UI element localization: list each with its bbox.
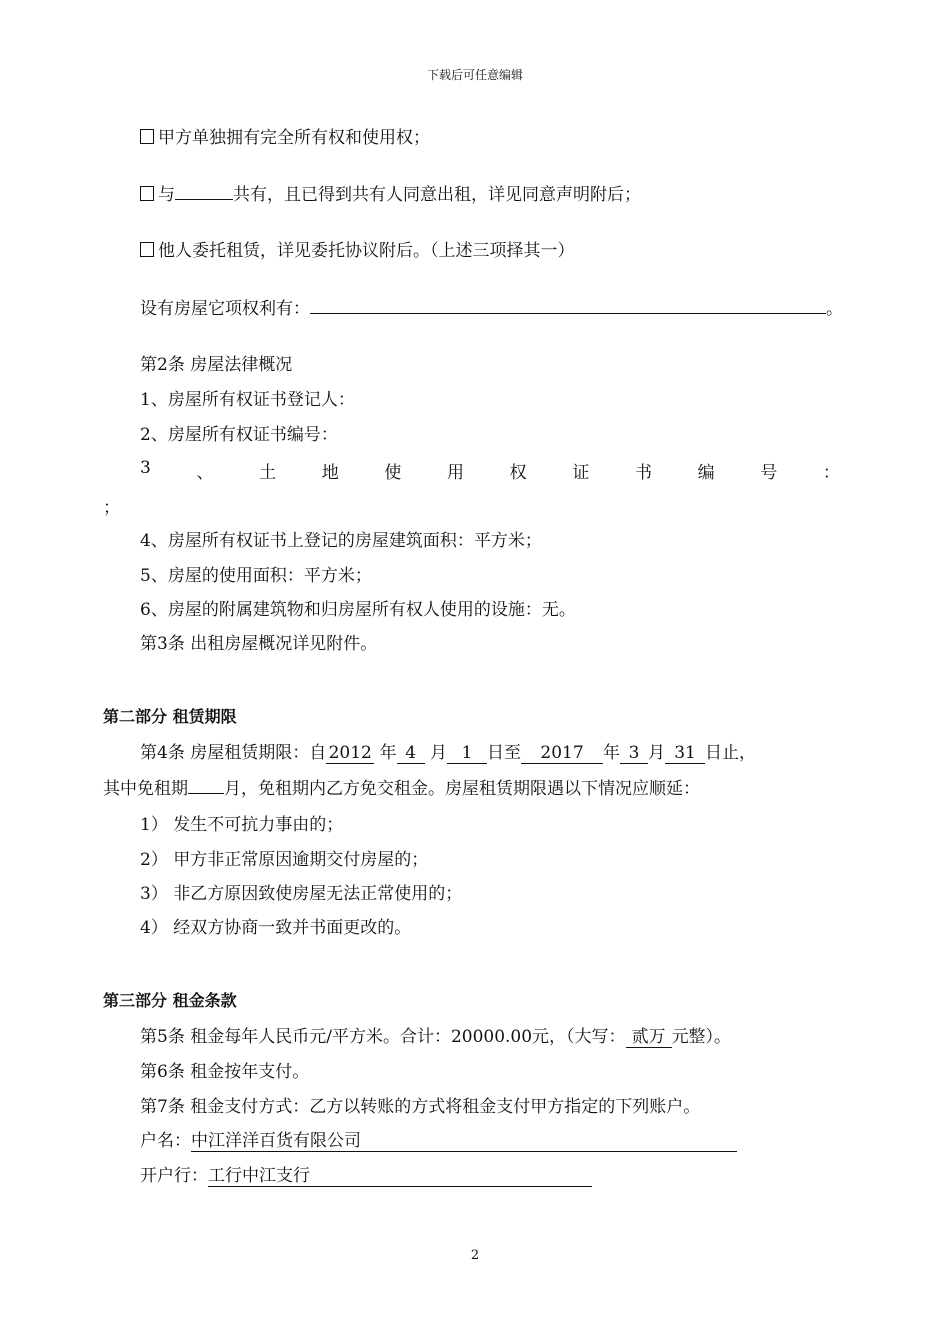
article-5: 第5条 租金每年人民币元/平方米。合计：20000.00元，（大写： 贰万 元整）。	[140, 1027, 732, 1047]
article-7: 第7条 租金支付方式：乙方以转账的方式将租金支付甲方指定的下列账户。	[140, 1097, 701, 1117]
article-2-item-4: 4、房屋所有权证书上登记的房屋建筑面积：平方米；	[140, 531, 542, 551]
article-4-line-1: 第4条 房屋租赁期限：自 2012 年 4 月 1 日至 2017 年 3 月 31 日止，	[140, 743, 757, 763]
other-rights-line: 设有房屋它项权利有： 。	[140, 299, 843, 319]
bank-name-value: 工行中江支行	[208, 1166, 592, 1187]
account-name-line: 户名：中江洋洋百货有限公司	[140, 1130, 737, 1152]
checkbox-icon	[140, 242, 154, 257]
ownership-option-2: 与 共有，且已得到共有人同意出租，详见同意声明附后；	[140, 184, 641, 206]
article-2-item-3: 3 、 土 地 使 用 权 证 书 编 号 ：	[140, 458, 840, 483]
article-2-item-6: 6、房屋的附属建筑物和归房屋所有权人使用的设施：无。	[140, 600, 576, 620]
page-header: 下载后可任意编辑	[426, 68, 523, 82]
article-4-line-2: 其中免租期 月，免租期内乙方免交租金。房屋租赁期限遇以下情况应顺延：	[103, 779, 700, 799]
article-2-item-2: 2、房屋所有权证书编号：	[140, 425, 338, 445]
article-2-item-5: 5、房屋的使用面积：平方米；	[140, 566, 372, 586]
start-year: 2012	[326, 743, 374, 764]
ownership-option-3: 他人委托租赁，详见委托协议附后。（上述三项择其一）	[140, 240, 575, 262]
end-year: 2017	[521, 743, 603, 764]
start-month: 4	[397, 743, 425, 764]
article-2-item-1: 1、房屋所有权证书登记人：	[140, 390, 355, 410]
part-3-heading: 第三部分 租金条款	[103, 991, 237, 1010]
co-owner-blank	[175, 199, 233, 200]
rent-free-blank	[188, 793, 224, 794]
end-month: 3	[620, 743, 648, 764]
end-day: 31	[665, 743, 705, 764]
article-6: 第6条 租金按年支付。	[140, 1062, 310, 1082]
bank-line: 开户行：工行中江支行	[140, 1165, 592, 1187]
rent-amount-in-words: 贰万	[626, 1027, 672, 1048]
account-name-value: 中江洋洋百货有限公司	[191, 1131, 737, 1152]
page-number: 2	[470, 1248, 480, 1263]
part-2-heading: 第二部分 租赁期限	[103, 707, 237, 726]
article-2-item-3-end: ；	[103, 498, 120, 518]
extension-item-4: 4） 经双方协商一致并书面更改的。	[140, 918, 412, 938]
article-2-title: 第2条 房屋法律概况	[140, 355, 293, 375]
checkbox-icon	[140, 186, 154, 201]
article-3: 第3条 出租房屋概况详见附件。	[140, 634, 378, 654]
other-rights-blank	[310, 313, 826, 314]
checkbox-icon	[140, 129, 154, 144]
start-day: 1	[447, 743, 487, 764]
extension-item-1: 1） 发生不可抗力事由的；	[140, 815, 344, 835]
extension-item-3: 3） 非乙方原因致使房屋无法正常使用的；	[140, 884, 463, 904]
ownership-option-1: 甲方单独拥有完全所有权和使用权；	[140, 127, 430, 149]
extension-item-2: 2） 甲方非正常原因逾期交付房屋的；	[140, 850, 429, 870]
